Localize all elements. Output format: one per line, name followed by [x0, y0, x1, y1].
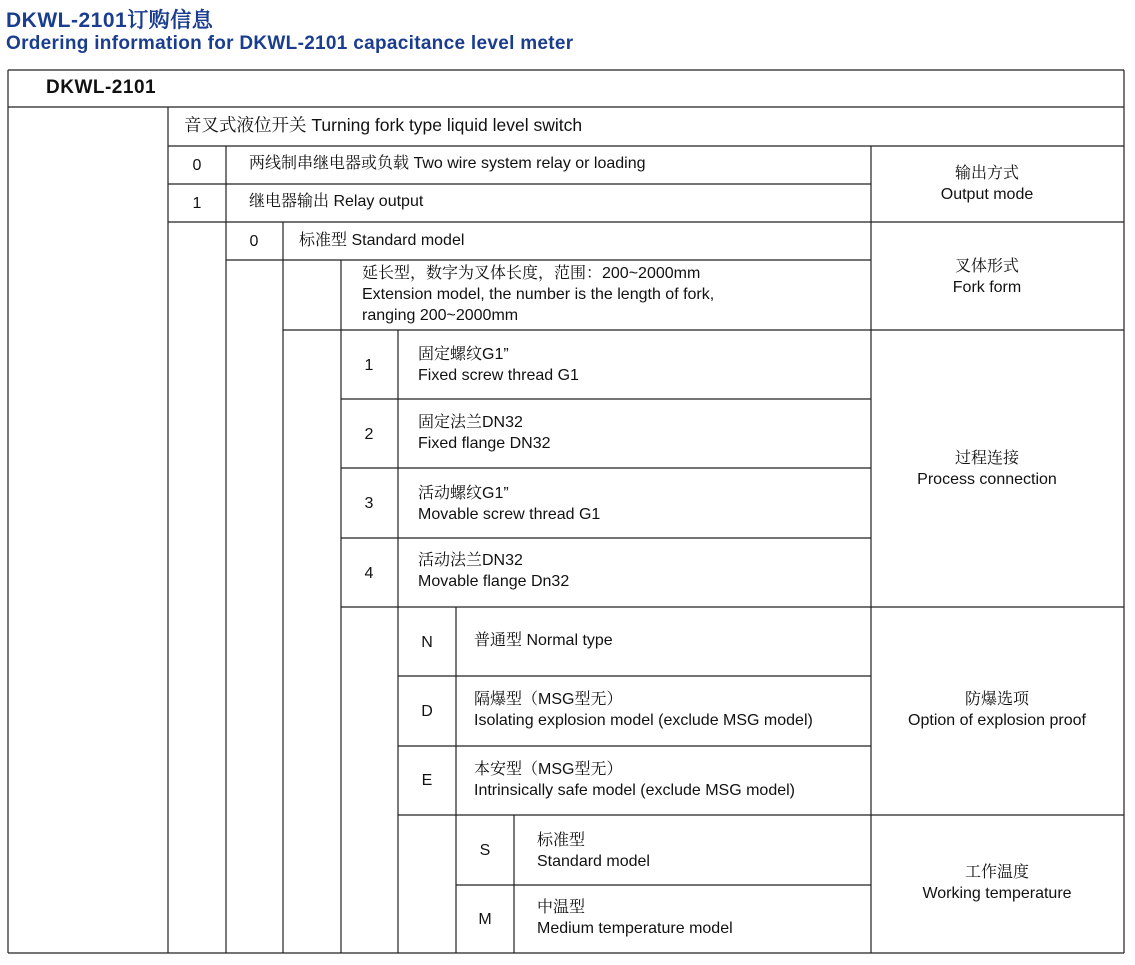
- temperature-option-s: 标准型 Standard model: [537, 832, 650, 870]
- output-mode-category: 输出方式 Output mode: [940, 165, 1034, 203]
- temperature-option-m: 中温型 Medium temperature model: [537, 899, 733, 937]
- fork-option-extension: 延长型，数字为叉体长度，范围：200~2000mm Extension model, the number is the length of fork, ranging 200~2000mm: [362, 265, 715, 324]
- explosion-option-n: 普通型 Normal type: [474, 632, 613, 649]
- temperature-code-s: S: [479, 842, 491, 859]
- connection-code-3: 3: [364, 495, 374, 512]
- explosion-code-n: N: [421, 634, 433, 651]
- connection-code-1: 1: [364, 357, 374, 374]
- explosion-option-e: 本安型（MSG型无） Intrinsically safe model (exclude MSG model): [474, 761, 796, 799]
- connection-option-1: 固定螺纹G1” Fixed screw thread G1: [418, 346, 579, 384]
- output-option-1: 继电器输出 Relay output: [249, 193, 424, 210]
- connection-option-3: 活动螺纹G1” Movable screw thread G1: [418, 485, 601, 523]
- explosion-code-e: E: [421, 772, 433, 789]
- connection-code-4: 4: [364, 565, 374, 582]
- page-title-cn: DKWL-2101订购信息: [6, 9, 214, 32]
- explosion-proof-category: 防爆选项 Option of explosion proof: [908, 691, 1086, 729]
- output-code-1: 1: [192, 195, 202, 212]
- connection-option-4: 活动法兰DN32 Movable flange Dn32: [418, 552, 570, 590]
- working-temperature-category: 工作温度 Working temperature: [922, 864, 1072, 902]
- output-option-0: 两线制串继电器或负载 Two wire system relay or loading: [249, 155, 646, 172]
- process-connection-category: 过程连接 Process connection: [917, 450, 1057, 488]
- page-title-en: Ordering information for DKWL-2101 capacitance level meter: [6, 33, 574, 54]
- model-header: DKWL-2101: [46, 77, 157, 98]
- product-name: 音叉式液位开关 Turning fork type liquid level switch: [184, 115, 583, 135]
- temperature-code-m: M: [478, 911, 492, 928]
- fork-form-category: 叉体形式 Fork form: [952, 258, 1022, 296]
- connection-option-2: 固定法兰DN32 Fixed flange DN32: [418, 414, 551, 452]
- output-code-0: 0: [192, 157, 202, 174]
- fork-code-0: 0: [249, 233, 259, 250]
- explosion-option-d: 隔爆型（MSG型无） Isolating explosion model (exclude MSG model): [474, 691, 813, 729]
- fork-option-standard: 标准型 Standard model: [299, 232, 465, 249]
- explosion-code-d: D: [421, 703, 433, 720]
- connection-code-2: 2: [364, 426, 374, 443]
